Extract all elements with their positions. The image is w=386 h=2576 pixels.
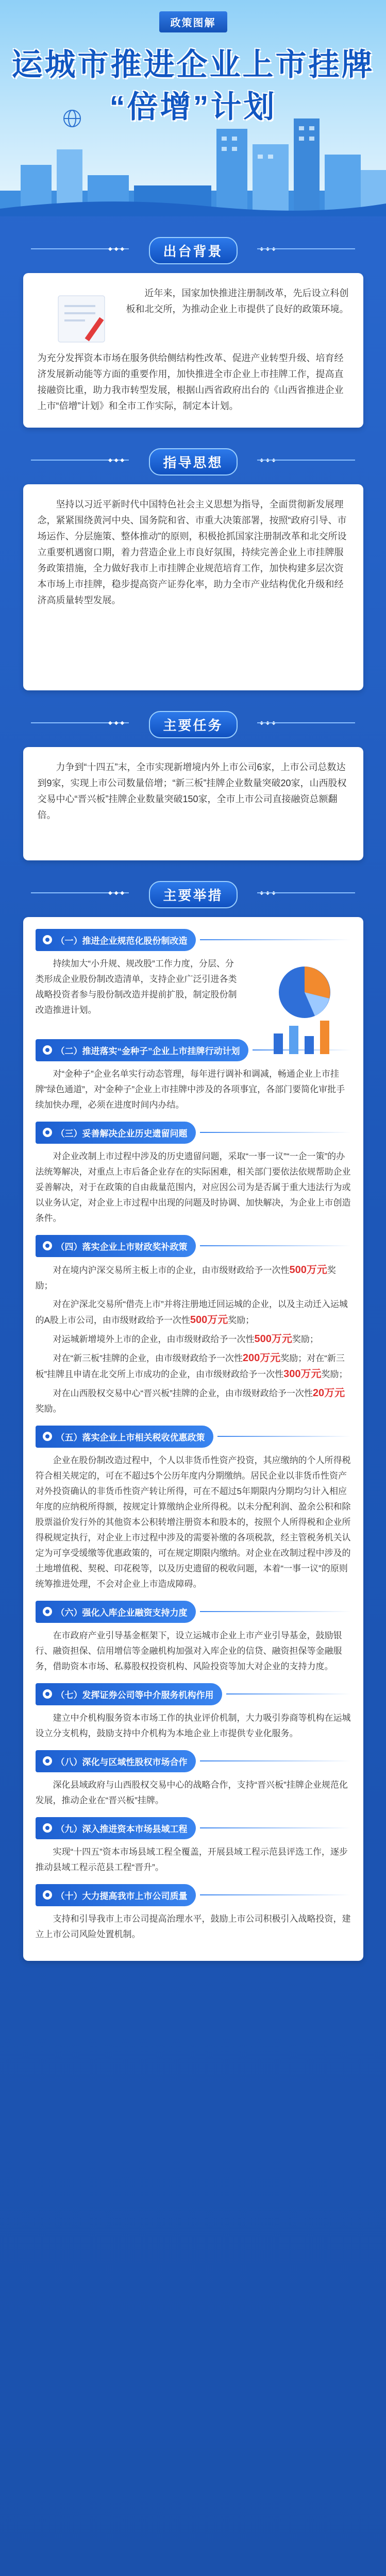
measure-head-3: （三）妥善解决企业历史遗留问题 <box>36 1121 351 1144</box>
bullet-icon <box>43 1890 52 1900</box>
measure-10-paragraph: 支持和引导我市上市公司提高治理水平，鼓励上市公司积极引入战略投资，建立上市公司风险处置机制。 <box>35 1914 351 1939</box>
reward-amount: 500万元 <box>190 1314 228 1326</box>
section-title: 主要任务 <box>148 711 237 738</box>
measure-head-1: （一）推进企业规范化股份制改造 <box>36 928 351 951</box>
measures-card <box>23 917 363 1961</box>
background-paragraph-2: 为充分发挥资本市场在服务供给侧结构性改革、促进产业转型升级、培育经济发展新动能等方面的重要作用，加快推进全市企业上市挂牌工作，提高直接融资比重，助力我市转型发展，根据山西省政府出台的《山西省推进企业上市“倍增”计划》和全市工作实际，制定本计划。 <box>37 353 344 411</box>
globe-icon <box>62 108 82 129</box>
bullet-icon <box>43 1128 52 1137</box>
hero-banner <box>0 0 386 216</box>
measure-head-2: （二）推进落实“金种子”企业上市挂牌行动计划 <box>36 1039 351 1061</box>
reward-amount: 500万元 <box>254 1333 292 1345</box>
title-line-2: “倍增”计划 <box>109 90 277 124</box>
section-header-background: ◆◆◆ 出台背景 <box>0 234 386 264</box>
measure-4-paragraph-3: 对运城新增境外上市的企业，由市级财政给予一次性500万元奖励； <box>53 1333 318 1345</box>
bullet-icon <box>43 1045 52 1055</box>
reward-amount: 500万元 <box>289 1264 327 1276</box>
reward-amount: 20万元 <box>312 1387 345 1399</box>
reward-amount: 300万元 <box>283 1368 322 1380</box>
measure-3-paragraph: 对企业改制上市过程中涉及的历史遗留问题，采取“一事一议”“一企一策”的办法统筹解决，对重点上市后备企业存在的实际困难，相关部门要依法依规帮助企业妥善解决，对于在政策的自由裁量范围内，对应因公司为是否属于重大违法行为或以业务认定，对企业上市过程中出现的问题及时协调、加快解决，为企业上市创造条件。 <box>35 1151 351 1223</box>
section-title: 主要举措 <box>148 881 237 908</box>
measure-head-10: （十）大力提高我市上市公司质量 <box>36 1884 351 1906</box>
measure-head-7: （七）发挥证券公司等中介服务机构作用 <box>36 1683 351 1705</box>
measure-head-4: （四）落实企业上市财政奖补政策 <box>36 1234 351 1257</box>
bullet-icon <box>43 1823 52 1833</box>
measure-head-9: （九）深入推进资本市场县域工程 <box>36 1817 351 1839</box>
tasks-paragraph: 力争到“十四五”末，全市实现新增境内外上市公司6家，上市公司总数达到9家，实现上市公司数量倍增；“新三板”挂牌企业数量突破20家，山西股权交易中心“晋兴板”挂牌企业数量突破150家，全市上市公司直接融资总额翻倍。 <box>37 762 347 820</box>
guiding-card <box>23 484 363 690</box>
title-line-1: 运城市推进企业上市挂牌 <box>11 47 375 82</box>
bullet-icon <box>43 1756 52 1766</box>
guiding-paragraph: 坚持以习近平新时代中国特色社会主义思想为指导，全面贯彻新发展理念，紧紧围绕黄河中央、国务院和省、市重大决策部署，按照“政府引导、市场运作、分层施策、整体推动”的原则，积极抢抓国家注册制改革和北交所设立重要机遇窗口期，着力营造企业上市良好氛围，持续完善企业上市挂牌服务政策措施，全力做好我市上市挂牌企业规范培育工作，加快构建多层次资本市场上市挂牌，稳步提高资产证券化率，助力全市产业结构优化升级和经济高质量转型发展。 <box>37 499 347 605</box>
bullet-icon <box>43 1689 52 1699</box>
bullet-icon <box>43 935 52 944</box>
measure-4-paragraph-5: 对在山西股权交易中心“晋兴板”挂牌的企业，由市级财政给予一次性20万元奖励。 <box>35 1387 345 1414</box>
section-title: 出台背景 <box>148 237 237 264</box>
background-paragraph-1: 近年来，国家加快推进注册制改革，先后设立科创板和北交所，为推动企业上市提供了良好的政策环境。 <box>126 288 349 314</box>
section-header-tasks: ◆◆◆ 主要任务 <box>0 708 386 738</box>
bullet-icon <box>43 1241 52 1250</box>
measure-6-paragraph: 在市政府产业引导基金框架下，设立运城市企业上市产业引导基金，鼓励银行、融资担保、信用增信等金融机构加强对入库企业的信贷、融资担保等金融服务，借助资本市场、私募股权投资机构、风险投资等加大对企业的支持力度。 <box>35 1631 342 1671</box>
section-header-measures: ◆◆◆ 主要举措 <box>0 878 386 908</box>
section-title: 指导思想 <box>148 448 237 476</box>
measure-head-6: （六）强化入库企业融资支持力度 <box>36 1600 351 1623</box>
section-header-guiding: ◆◆◆ 指导思想 <box>0 445 386 475</box>
bullet-icon <box>43 1432 52 1441</box>
policy-badge: 政策图解 <box>159 11 227 32</box>
measure-5-paragraph: 企业在股份制改造过程中，个人以非货币性资产投资，其应缴纳的个人所得税符合相关规定的，可在不超过5个公历年度内分期缴纳。居民企业以非货币性资产对外投资确认的非货币性资产转让所得，可在不超过5年期限内分期均匀计入相应年度的应纳税所得额，按规定计算缴纳企业所得税。以未分配利润、盈余公积和除股票溢价发行外的其他资本公积转增注册资本和股本的，按照个人所得税和企业所得税规定执行，对企业上市过程中涉及的需要补缴的各项税款，经主管税务机关认定为可享受缓缴等优惠政策的，可在规定期限内缴纳。对企业在改制过程中涉及的土地增值税、契税、印花税等，以及历史遗留的税收问题，本着“一事一议”的原则统筹推进处理，不会对企业上市造成障碍。 <box>35 1455 351 1589</box>
measure-4-paragraph-1: 对在境内沪深交易所主板上市的企业，由市级财政给予一次性500万元奖励； <box>35 1264 336 1291</box>
reward-amount: 200万元 <box>242 1352 281 1364</box>
pie-chart-icon <box>258 956 351 1059</box>
background-card <box>23 273 363 428</box>
city-skyline-illustration <box>0 113 386 216</box>
measure-4-paragraph-2: 对在沪深北交易所“借壳上市”并将注册地迁回运城的企业，以及主动迁入运城的A股上市公司，由市级财政给予一次性500万元奖励； <box>35 1299 348 1326</box>
measure-2-paragraph: 对“金种子”企业名单实行动态管理，每年进行调补和调减，畅通企业上市挂牌“绿色通道”，对“金种子”企业上市挂牌中涉及的各项事宜，各部门要简化审批手续加快办理，必须在进度时间内办结。 <box>35 1069 345 1110</box>
measure-head-8: （八）深化与区域性股权市场合作 <box>36 1750 351 1772</box>
measure-1-paragraph: 持续加大“小升规、规改股”工作力度，分层、分类形成企业股份制改造清单，支持企业广泛引进各类战略投资者参与股份制改造并提前扩股，制定股份制改造推进计划。 <box>35 959 237 1015</box>
measure-7-paragraph: 建立中介机构服务资本市场工作的执业评价机制，大力吸引券商等机构在运城设立分支机构，鼓励支持中介机构为本地企业上市提供专业化服务。 <box>35 1713 351 1738</box>
measure-8-paragraph: 深化县域政府与山西股权交易中心的战略合作，支持“晋兴板”挂牌企业规范化发展，推动企业在“晋兴板”挂牌。 <box>35 1780 348 1805</box>
measure-9-paragraph: 实现“十四五”资本市场县域工程全覆盖，开展县域工程示范县评选工作，逐步推动县域工程示范县工程“晋升”。 <box>35 1847 348 1872</box>
tasks-card <box>23 747 363 860</box>
measure-head-5: （五）落实企业上市相关税收优惠政策 <box>36 1425 351 1448</box>
measure-4-paragraph-4: 对在“新三板”挂牌的企业，由市级财政给予一次性200万元奖励；对在“新三板”挂牌且申请在北交所上市成功的企业，由市级财政给予一次性300万元奖励； <box>35 1352 348 1380</box>
bullet-icon <box>43 1607 52 1616</box>
document-pen-icon <box>38 285 125 347</box>
